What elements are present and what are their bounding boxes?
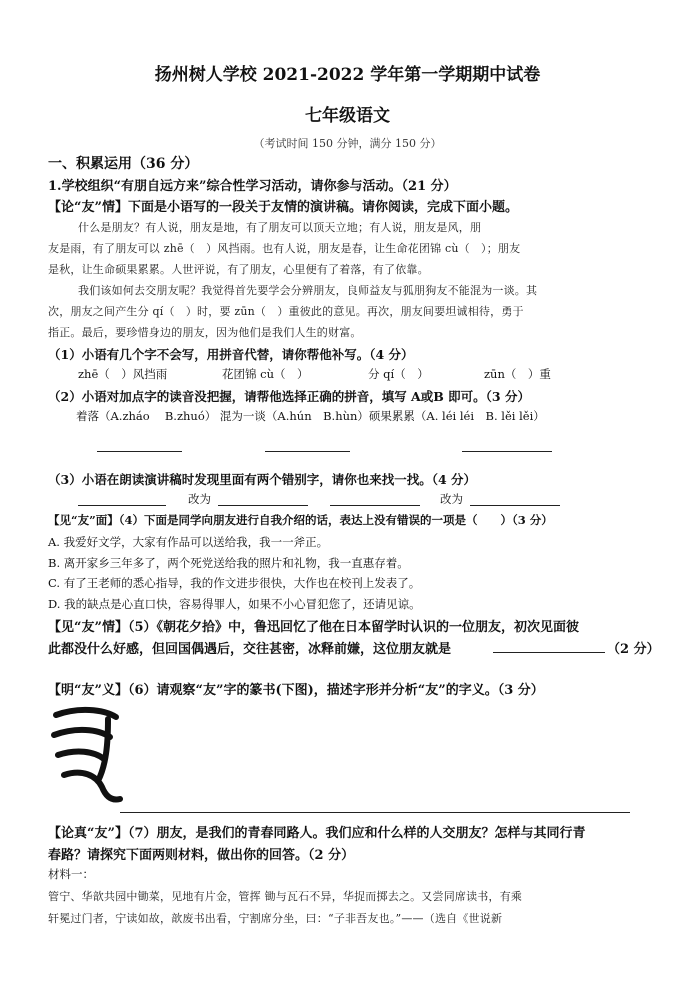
question-1: 1.学校组织“有朋自远方来”综合性学习活动，请你参与活动。（21 分） <box>48 179 457 194</box>
answer-blank-3[interactable] <box>462 451 552 452</box>
subquestion-2: （2）小语对加点字的读音没把握，请帮他选择正确的拼音，填写 A或B 即可。（3 分） <box>48 389 530 404</box>
option-d: D. 我的缺点是心直口快，容易得罪人，如果不小心冒犯您了，还请见谅。 <box>48 597 421 611</box>
subquestion-5-line-2: 此都没什么好感，但回国偶遇后，交往甚密，冰释前嫌，这位朋友就是 <box>48 642 452 657</box>
passage-line-6: 指正。最后，要珍惜身边的朋友，因为他们是我们人生的财富。 <box>48 326 362 339</box>
subquestion-3: （3）小语在朗读演讲稿时发现里面有两个错别字，请你也来找一找。（4 分） <box>48 472 476 487</box>
passage-line-2: 友是雨，有了朋友可以 zhē（ ）风挡雨。也有人说，朋友是春，让生命花团锦 cù（ ）；朋友 <box>48 242 521 255</box>
correction-blank-1[interactable] <box>218 505 308 506</box>
exam-note: （考试时间 150 分钟，满分 150 分） <box>253 137 442 150</box>
correction-blank-2[interactable] <box>470 505 560 506</box>
subquestion-6: 【明“友”义】（6）请观察“友”字的篆书(下图)，描述字形并分析“友”的字义。（3 分） <box>48 683 544 698</box>
friend-name-blank[interactable] <box>493 652 605 653</box>
you-seal-script-character <box>48 705 128 805</box>
sq1-item-2: 花团锦 cù（ ） <box>222 367 309 381</box>
gai-wei-2: 改为 <box>440 492 463 506</box>
sq1-item-4: zūn（ ）重 <box>484 367 551 381</box>
material-1-text: 管宁、华歆共园中锄菜，见地有片金，管挥 锄与瓦石不异，华捉而掷去之。又尝同席读书，有乘 <box>48 890 523 903</box>
gai-wei-1: 改为 <box>188 492 211 506</box>
material-1-label: 材料一： <box>48 867 94 881</box>
subquestion-4: 【见“友”面】（4）下面是同学向朋友进行自我介绍的话，表达上没有错误的一项是（ ）（3 分） <box>48 513 553 527</box>
passage-line-4: 我们该如何去交朋友呢？我觉得首先要学会分辨朋友，良师益友与狐朋狗友不能混为一谈。其 <box>78 284 538 297</box>
exam-title: 扬州树人学校 2021-2022 学年第一学期期中试卷 <box>154 65 541 85</box>
passage-line-3: 是秋，让生命硕果累累。人世评说，有了朋友，心里便有了着落，有了依靠。 <box>48 263 429 276</box>
subquestion-1: （1）小语有几个字不会写，用拼音代替，请你帮他补写。（4 分） <box>48 347 414 362</box>
subquestion-5-line-1: 【见“友”情】（5）《朝花夕拾》中，鲁迅回忆了他在日本留学时认识的一位朋友，初次见面彼 <box>48 620 580 635</box>
lun-you-qing-heading: 【论“友”情】下面是小语写的一段关于友情的演讲稿。请你阅读，完成下面小题。 <box>48 200 518 215</box>
exam-subject: 七年级语文 <box>305 106 390 126</box>
subquestion-7-line-2: 春路？请探究下面两则材料，做出你的回答。（2 分） <box>48 848 355 863</box>
answer-blank-1[interactable] <box>97 451 182 452</box>
answer-blank-2[interactable] <box>265 451 350 452</box>
sq2-items: 着落（A.zháo B.zhuó） 混为一谈（A.hún B.hùn）硕果累累（A. léi léi B. lěi lěi） <box>76 409 545 423</box>
subquestion-7-line-1: 【论真“友”】（7）朋友，是我们的青春同路人。我们应和什么样的人交朋友？怎样与其同行青 <box>48 826 586 841</box>
sq1-item-3: 分 qí（ ） <box>368 367 429 381</box>
option-a: A. 我爱好文学，大家有作品可以送给我，我一一斧正。 <box>48 535 329 549</box>
option-b: B. 离开家乡三年多了，两个死党送给我的照片和礼物，我一直惠存着。 <box>48 556 409 570</box>
section-heading: 一、积累运用（36 分） <box>48 156 199 172</box>
passage-line-1: 什么是朋友？有人说，朋友是地，有了朋友可以顶天立地；有人说，朋友是风，朋 <box>78 221 482 234</box>
typo-blank-2[interactable] <box>330 505 420 506</box>
passage-line-5: 次，朋友之间产生分 qí（ ）时，要 zūn（ ）重彼此的意见。再次，朋友间要坦诚相待，勇于 <box>48 305 524 318</box>
material-1-text-2: 轩冕过门者，宁读如故，歆废书出看，宁割席分坐，曰：“子非吾友也。”——（选自《世说新 <box>48 912 503 925</box>
sq5-score: （2 分） <box>607 642 660 657</box>
option-c: C. 有了王老师的悉心指导，我的作文进步很快，大作也在校刊上发表了。 <box>48 576 421 590</box>
typo-blank-1[interactable] <box>78 505 166 506</box>
seal-answer-line[interactable] <box>120 812 630 813</box>
sq1-item-1: zhē（ ）风挡雨 <box>78 367 168 381</box>
